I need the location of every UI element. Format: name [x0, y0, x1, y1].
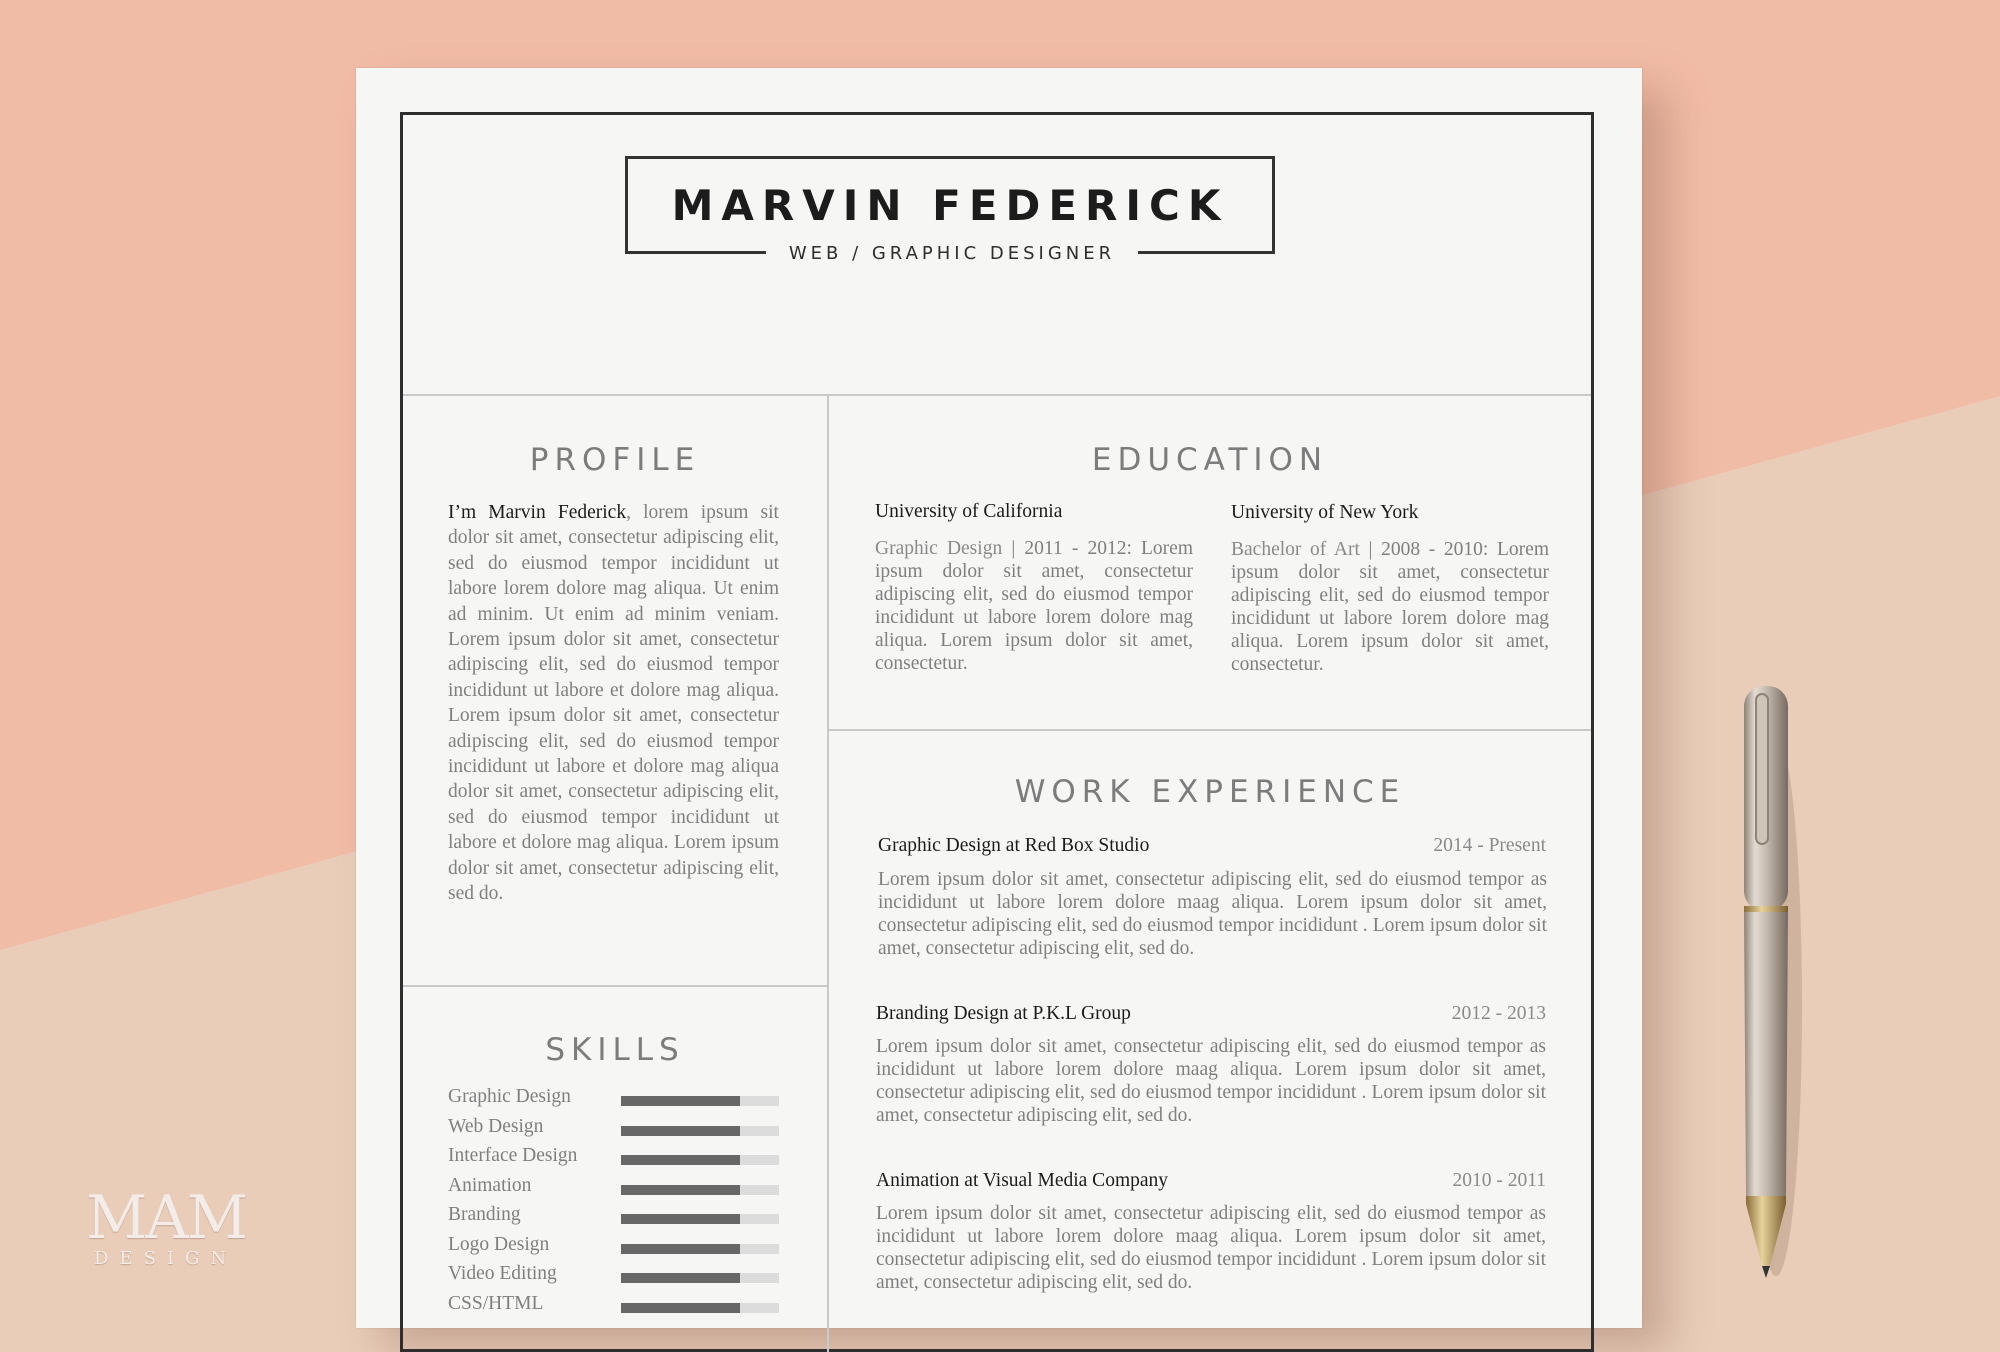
job-role: Animation at Visual Media Company [876, 1170, 1169, 1191]
profile-heading: PROFILE [529, 442, 701, 478]
skill-label: Video Editing [448, 1263, 557, 1284]
job-title: WEB / GRAPHIC DESIGNER [766, 240, 1138, 268]
skill-row [448, 1204, 778, 1234]
skill-row [448, 1175, 778, 1205]
skill-bar-track [621, 1126, 779, 1136]
job-dates: 2014 - Present [1433, 835, 1546, 856]
education-degree: Graphic Design [875, 538, 1003, 559]
logo-subtext: DESIGN [94, 1248, 238, 1269]
skill-label: Branding [448, 1204, 521, 1225]
job-dates: 2012 - 2013 [1451, 1003, 1546, 1024]
skill-bar-fill [621, 1155, 740, 1165]
education-school: University of California [875, 501, 1063, 522]
logo-mark: MAM [86, 1183, 247, 1253]
education-heading: EDUCATION [1091, 442, 1329, 478]
header-divider [403, 394, 1591, 396]
skill-bar-fill [621, 1244, 740, 1254]
profile-body: , lorem ipsum sit dolor sit amet, consectetur adipiscing elit, sed do eiusmod tempor incididunt ut labore lorem dolore mag aliqua. Ut enim ad minim. Ut enim ad minim veniam. Lorem ipsum dolor sit amet, consectetur adipiscing elit, sed do eiusmod tempor incididunt ut labore et dolore mag aliqua. Lorem ipsum dolor sit amet, consectetur adipiscing elit, sed do eiusmod tempor incididunt ut labore et dolore mag aliqua dolor sit amet, consectetur adipiscing elit, sed do eiusmod tempor incididunt ut labore et dolore mag aliqua. Lorem ipsum dolor sit amet, consectetur adipiscing elit, sed do. [448, 502, 779, 905]
skill-row [448, 1145, 778, 1175]
skill-label: Graphic Design [448, 1086, 571, 1107]
skill-bar-track [621, 1155, 779, 1165]
skill-label: Logo Design [448, 1233, 550, 1255]
skill-bar-track [621, 1273, 779, 1283]
job-role: Graphic Design at Red Box Studio [878, 835, 1150, 856]
skill-bar-fill [621, 1126, 740, 1136]
education-divider [829, 729, 1591, 731]
skill-bar-track [621, 1244, 779, 1254]
job-role: Branding Design at P.K.L Group [876, 1003, 1131, 1024]
skill-row [448, 1116, 778, 1146]
skill-bar-fill [621, 1214, 740, 1224]
education-entry [1231, 538, 1549, 676]
job-dates: 2010 - 2011 [1452, 1170, 1546, 1191]
education-details: | 2008 - 2010: Lorem ipsum dolor sit amet, consectetur adipiscing elit, sed do eiusmod tempor incididunt ut labore lorem dolore mag aliqua. Lorem ipsum dolor sit amet, consectetur. [1231, 539, 1549, 675]
skill-label: Interface Design [448, 1145, 578, 1166]
job-description: Lorem ipsum dolor sit amet, consectetur adipiscing elit, sed do eiusmod tempor as incididunt ut labore lorem dolore maag aliqua. Lorem ipsum dolor sit amet, consectetur adipiscing elit, sed do eiusmod tempor incididunt . Lorem ipsum dolor sit amet, consectetur adipiscing elit, sed do. [876, 1203, 1546, 1293]
profile-lead: I’m Marvin Federick [448, 502, 627, 523]
skills-heading: SKILLS [545, 1032, 685, 1068]
skill-row [448, 1293, 778, 1323]
job-description: Lorem ipsum dolor sit amet, consectetur adipiscing elit, sed do eiusmod tempor as incididunt ut labore lorem dolore maag aliqua. Lorem ipsum dolor sit amet, consectetur adipiscing elit, sed do eiusmod tempor incididunt . Lorem ipsum dolor sit amet, consectetur adipiscing elit, sed do. [876, 1036, 1546, 1126]
skill-label: CSS/HTML [448, 1292, 544, 1314]
column-divider [827, 394, 829, 1352]
education-school: University of New York [1231, 502, 1419, 523]
education-degree: Bachelor of Art [1231, 539, 1360, 560]
profile-divider [403, 985, 827, 987]
skill-bar-fill [621, 1185, 740, 1195]
skill-row [448, 1263, 778, 1293]
brand-logo [86, 1183, 256, 1269]
candidate-name: MARVIN FEDERICK [671, 181, 1229, 230]
skill-label: Animation [448, 1174, 532, 1196]
education-details: | 2011 - 2012: Lorem ipsum dolor sit amet, consectetur adipiscing elit, sed do eiusmod tempor incididunt ut labore lorem dolore mag aliqua. Lorem ipsum dolor sit amet, consectetur. [875, 538, 1193, 674]
skill-bar-fill [621, 1303, 740, 1313]
pen-illustration [1736, 676, 1808, 1286]
resume-page [356, 68, 1642, 1328]
skill-bar-fill [621, 1096, 740, 1106]
skills-list [448, 1086, 778, 1322]
skill-bar-track [621, 1303, 779, 1313]
skill-bar-track [621, 1185, 779, 1195]
education-entry [875, 537, 1193, 675]
skill-label: Web Design [448, 1115, 544, 1137]
skill-bar-track [621, 1214, 779, 1224]
work-heading: WORK EXPERIENCE [1014, 774, 1406, 810]
skill-bar-track [621, 1096, 779, 1106]
skill-bar-fill [621, 1273, 740, 1283]
skill-row [448, 1234, 778, 1264]
job-description: Lorem ipsum dolor sit amet, consectetur adipiscing elit, sed do eiusmod tempor as incididunt ut labore lorem dolore maag aliqua. Lorem ipsum dolor sit amet, consectetur adipiscing elit, sed do eiusmod tempor incididunt . Lorem ipsum dolor sit amet, consectetur adipiscing elit, sed do. [878, 869, 1547, 959]
skill-row [448, 1086, 778, 1116]
profile-text [448, 500, 779, 907]
